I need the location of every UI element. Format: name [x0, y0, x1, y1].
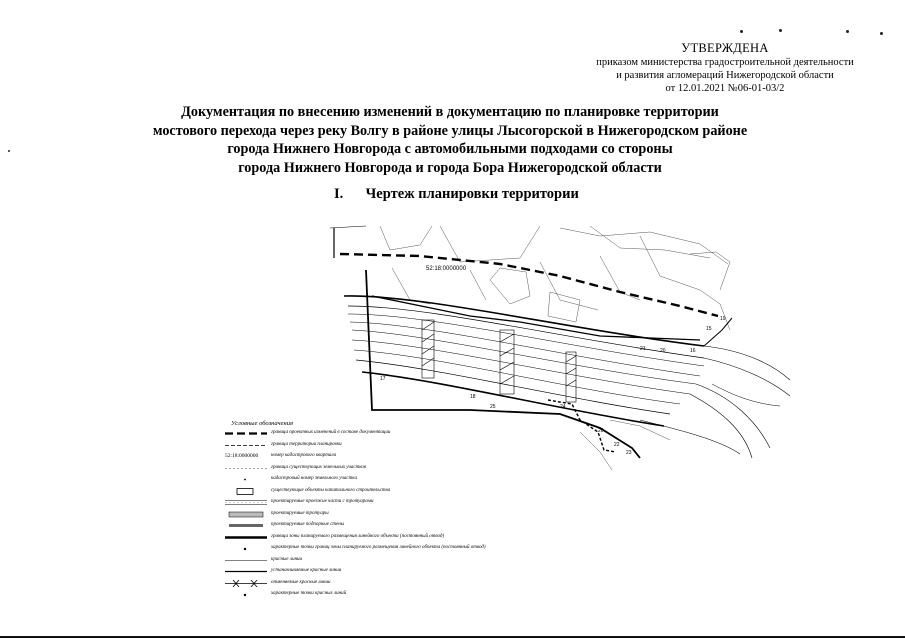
legend-text: граница зоны планируемого размещения линейного объекта (постоянный отвод) — [271, 533, 445, 539]
cadastral-label: 52:18:0000000 — [426, 266, 467, 272]
legend-text: красные линии — [271, 556, 303, 562]
legend-symbol — [225, 534, 267, 541]
legend-item — [225, 498, 505, 510]
approval-line: и развития агломераций Нижегородской области — [616, 70, 834, 81]
legend-text: характерные точки границ зоны планируемого размещения линейного объекта (постоянный отвод) — [271, 545, 486, 550]
parcel-number: 15 — [706, 326, 712, 332]
legend-text: устанавливаемые красные линии — [271, 568, 342, 573]
legend-item — [225, 452, 505, 464]
legend-item — [225, 590, 505, 602]
parcel-number: 25 — [490, 404, 496, 410]
legend-item — [225, 521, 505, 533]
legend-item — [225, 567, 505, 579]
legend-code: 52:18:0000000 — [225, 453, 259, 459]
legend-symbol — [225, 591, 267, 598]
approval-line: от 12.01.2021 №06-01-03/2 — [665, 83, 785, 94]
parcel-number: 18 — [470, 394, 476, 400]
legend-item — [225, 544, 505, 556]
title-line: мостового перехода через реку Волгу в районе улицы Лысогорской в Нижегородском районе — [152, 122, 748, 139]
legend-item — [225, 429, 505, 441]
project-boundary — [340, 254, 718, 316]
approval-heading: УТВЕРЖДЕНА — [681, 41, 769, 55]
legend-symbol — [225, 465, 267, 472]
legend-symbol — [225, 522, 267, 529]
legend-symbol — [225, 430, 267, 437]
approval-line: приказом министерства градостроительной деятельности — [596, 57, 854, 68]
title-line: Документация по внесению изменений в документацию по планировке территории — [181, 104, 719, 120]
legend-item — [225, 510, 505, 522]
legend-symbol — [225, 476, 267, 483]
allotment-zone-boundary — [372, 296, 700, 340]
legend-heading: Условные обозначения — [231, 420, 293, 427]
legend-text: характерные точки красных линий — [271, 591, 347, 596]
legend-text: граница территории планировки — [271, 441, 342, 447]
legend-symbol — [225, 511, 267, 518]
legend-item — [225, 556, 505, 568]
legend-item — [225, 475, 505, 487]
legend-symbol — [225, 488, 267, 495]
legend-item — [225, 441, 505, 453]
legend-symbol — [225, 557, 267, 564]
parcel-number: 24 — [560, 404, 566, 410]
parcel-number: 26 — [598, 428, 604, 434]
legend-symbol — [225, 580, 267, 587]
legend-text: номер кадастрового квартала — [271, 453, 337, 458]
section-title: Чертеж планировки территории — [365, 186, 579, 202]
legend-symbol — [225, 545, 267, 552]
parcel-number: 17 — [380, 376, 386, 382]
legend-text: отменяемые красные линии — [271, 579, 331, 585]
parcel-number: 16 — [690, 348, 696, 354]
parcel-number: 23 — [626, 450, 632, 456]
legend-symbol — [225, 499, 267, 506]
section-number: I. — [334, 186, 344, 202]
parcel-number: 19 — [720, 316, 726, 322]
legend-item — [225, 487, 505, 499]
legend-symbol — [225, 568, 267, 575]
legend-item — [225, 579, 505, 591]
legend-text: проектируемые проезжие части с тротуарами — [271, 499, 374, 504]
parcel-number: 21 — [640, 346, 646, 352]
legend-text: существующие объекты капитального строительства — [271, 487, 391, 493]
title-line: города Нижнего Новгорода и города Бора Нижегородской области — [238, 159, 662, 176]
legend-symbol — [225, 442, 267, 449]
legend-text: кадастровый номер земельного участка — [271, 476, 357, 481]
legend-text: граница существующих земельных участков — [271, 464, 367, 470]
legend-item — [225, 533, 505, 545]
legend-text: проектируемые тротуары — [271, 510, 329, 516]
title-line: города Нижнего Новгорода с автомобильными подходами со стороны — [227, 141, 673, 157]
legend — [225, 421, 505, 602]
parcel-number: 20 — [660, 348, 666, 354]
parcel-number: 22 — [614, 442, 620, 448]
legend-item — [225, 464, 505, 476]
legend-text: граница проектных изменений в составе документации — [271, 430, 391, 435]
scan-edge-line — [0, 636, 905, 638]
legend-text: проектируемые подпорные стены — [271, 522, 345, 527]
